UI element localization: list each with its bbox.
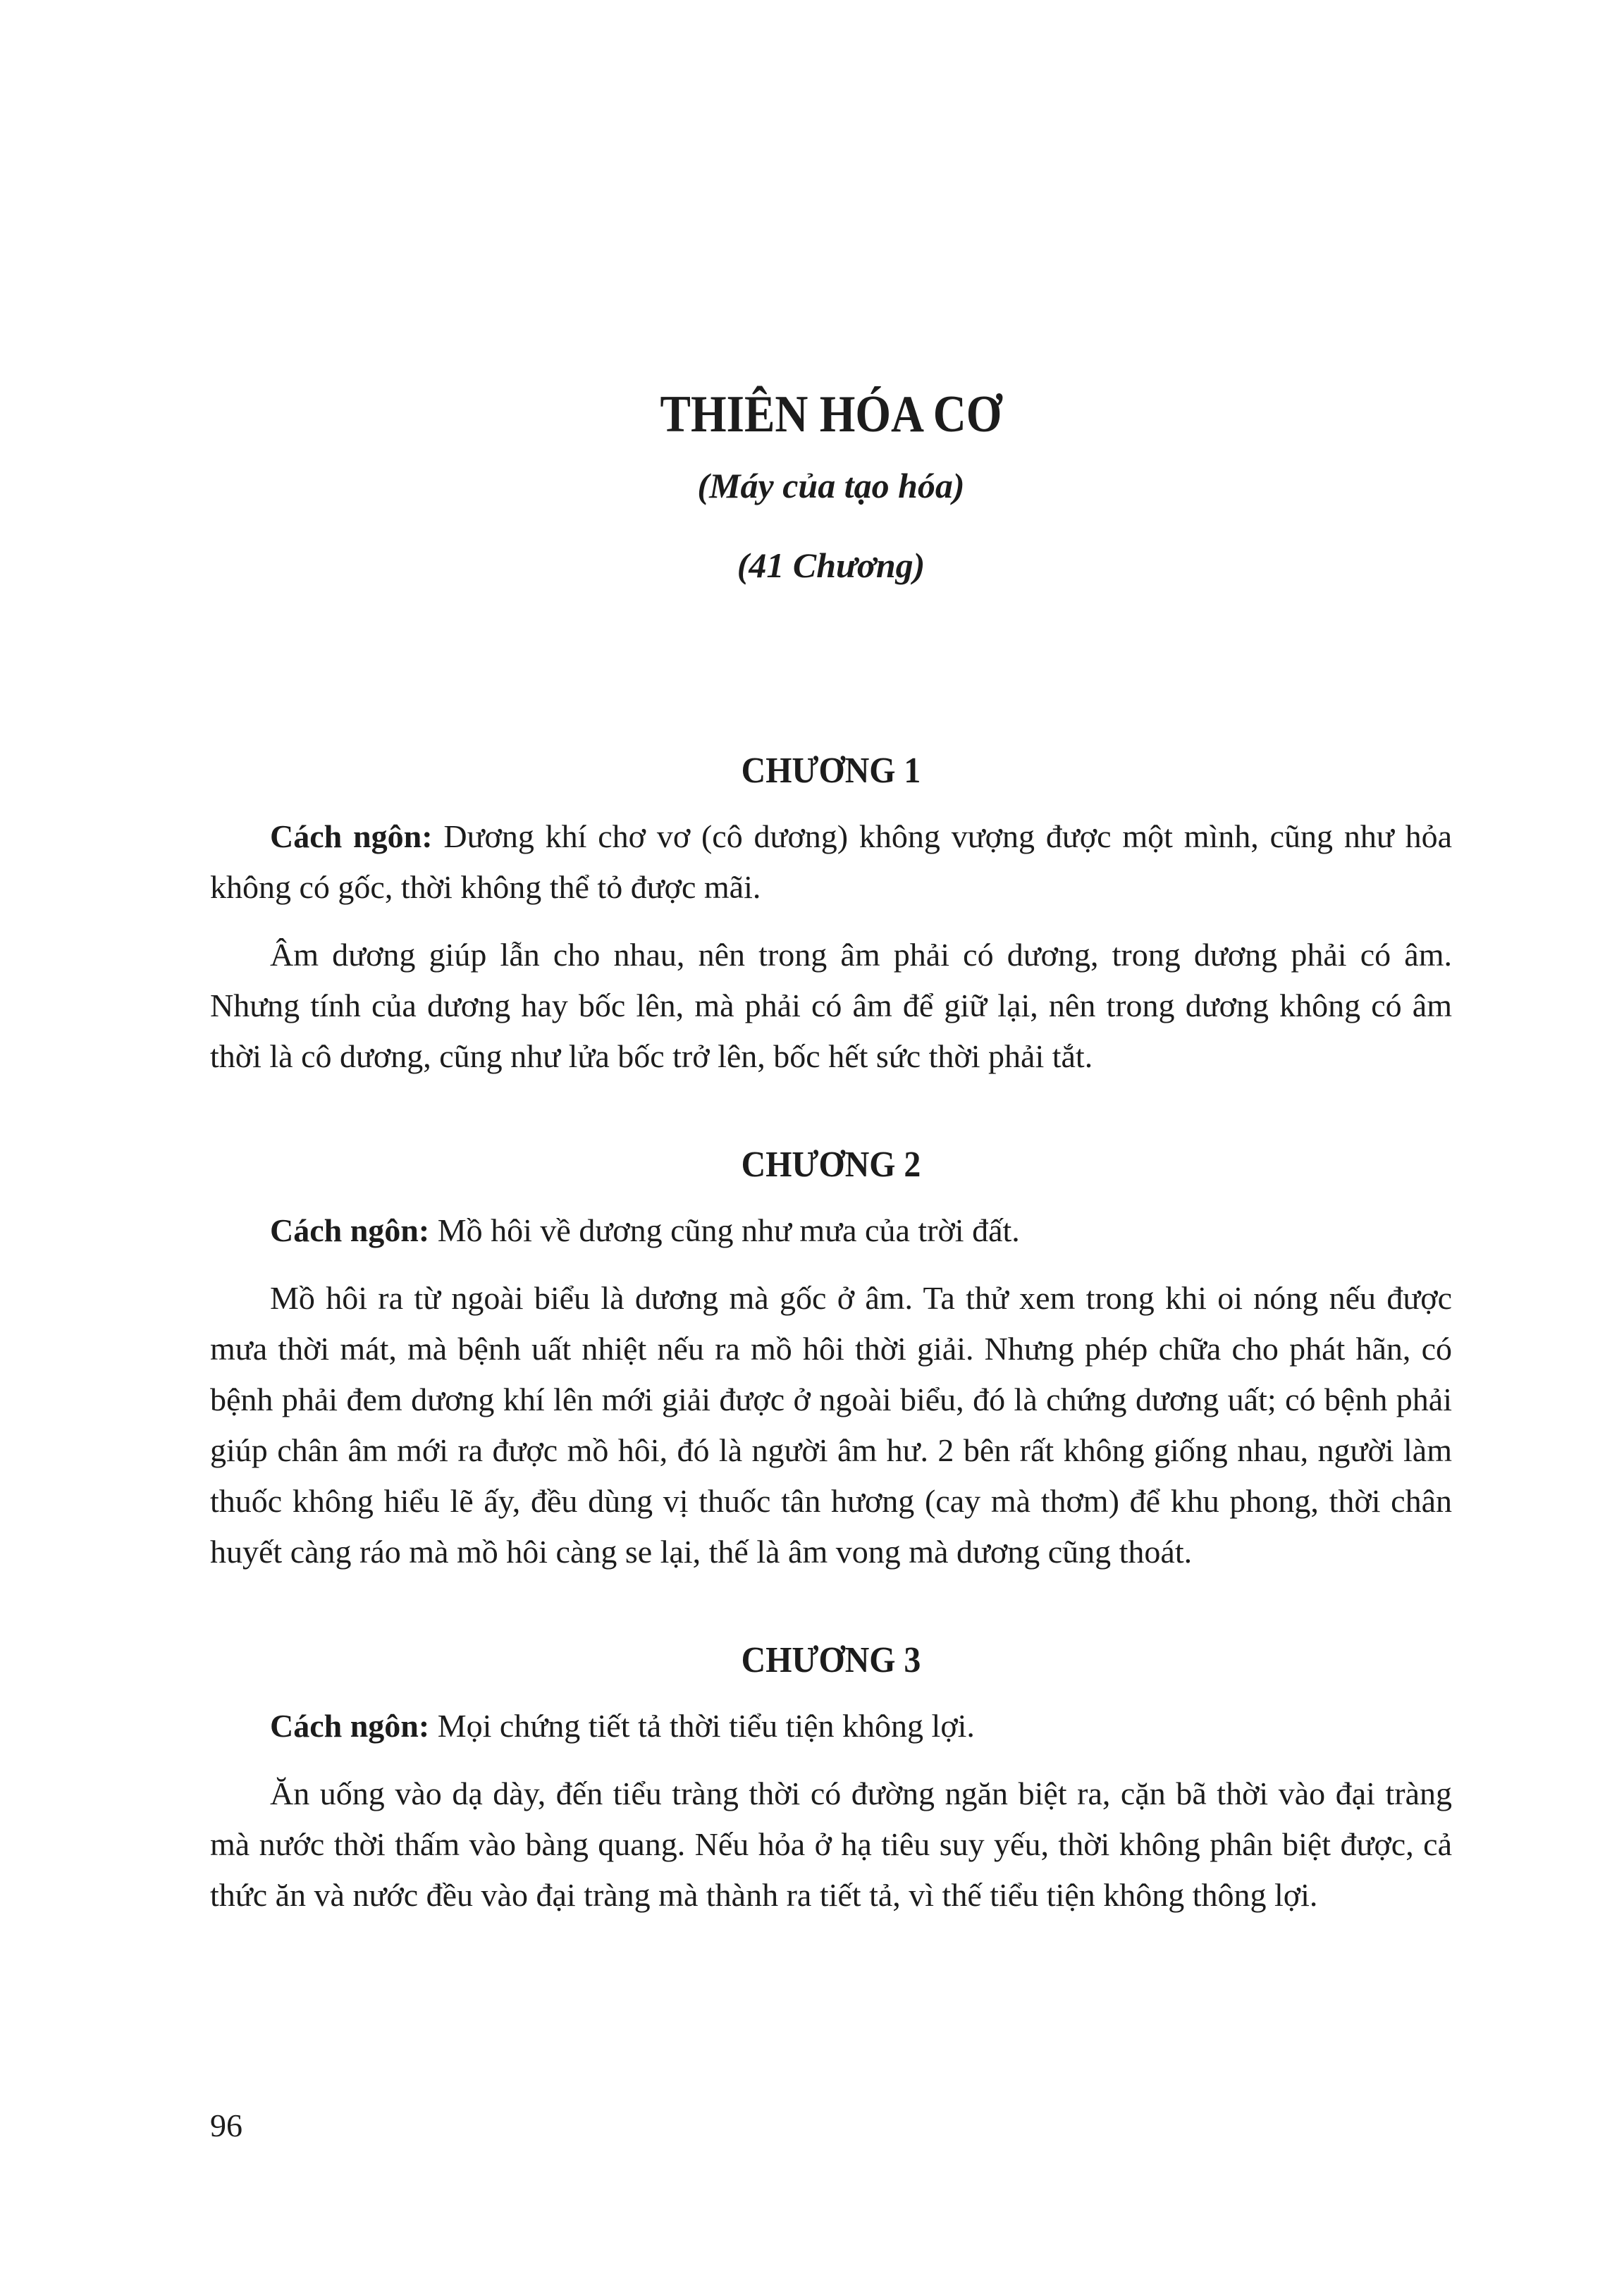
chapter-3-aphorism bbox=[210, 1701, 1452, 1752]
chapter-2-paragraph: Mồ hôi ra từ ngoài biểu là dương mà gốc ở âm. Ta thử xem trong khi oi nóng nếu được mưa thời mát, mà bệnh uất nhiệt nếu ra mồ hôi thời giải. Nhưng phép chữa cho phát hãn, có bệnh phải đem dương khí lên mới giải được ở ngoài biểu, đó là chứng dương uất; có bệnh phải giúp chân âm mới ra được mồ hôi, đó là người âm hư. 2 bên rất không giống nhau, người làm thuốc không hiểu lẽ ấy, đều dùng vị thuốc tân hương (cay mà thơm) để khu phong, thời chân huyết càng ráo mà mồ hôi càng se lại, thế là âm vong mà dương cũng thoát. bbox=[210, 1280, 1452, 1570]
aphorism-text: Mọi chứng tiết tả thời tiểu tiện không lợi. bbox=[429, 1708, 975, 1744]
aphorism-text: Mồ hôi về dương cũng như mưa của trời đất. bbox=[429, 1212, 1020, 1248]
page-subtitle: (Máy của tạo hóa) bbox=[697, 466, 965, 505]
chapter-1-paragraph: Âm dương giúp lẫn cho nhau, nên trong âm phải có dương, trong dương phải có âm. Nhưng tính của dương hay bốc lên, mà phải có âm để giữ lại, nên trong dương không có âm thời là cô dương, cũng như lửa bốc trở lên, bốc hết sức thời phải tắt. bbox=[210, 937, 1452, 1074]
chapter-3-section bbox=[210, 1639, 1452, 1921]
page-title: THIÊN HÓA CƠ bbox=[660, 386, 1002, 443]
chapter-3-heading: CHƯƠNG 3 bbox=[741, 1640, 921, 1680]
chapter-3-paragraph: Ăn uống vào dạ dày, đến tiểu tràng thời có đường ngăn biệt ra, cặn bã thời vào đại tràng mà nước thời thấm vào bàng quang. Nếu hỏa ở hạ tiêu suy yếu, thời không phân biệt được, cả thức ăn và nước đều vào đại tràng mà thành ra tiết tả, vì thế tiểu tiện không thông lợi. bbox=[210, 1775, 1452, 1913]
chapter-2-section bbox=[210, 1144, 1452, 1577]
chapter-1-section bbox=[210, 750, 1452, 1082]
chapter-1-heading: CHƯƠNG 1 bbox=[741, 751, 921, 791]
aphorism-text: Dương khí chơ vơ (cô dương) không vượng được một mình, cũng như hỏa không có gốc, thời không thể tỏ được mãi. bbox=[210, 818, 1452, 905]
page-content bbox=[210, 0, 1452, 1921]
chapter-2-heading: CHƯƠNG 2 bbox=[741, 1145, 921, 1185]
aphorism-label: Cách ngôn: bbox=[270, 1212, 430, 1248]
chapter-2-aphorism bbox=[210, 1205, 1452, 1256]
chapter-1-aphorism bbox=[210, 811, 1452, 913]
chapter-count: (41 Chương) bbox=[737, 546, 925, 585]
aphorism-label: Cách ngôn: bbox=[270, 1708, 430, 1744]
page-number: 96 bbox=[210, 2107, 242, 2143]
aphorism-label: Cách ngôn: bbox=[270, 818, 433, 854]
